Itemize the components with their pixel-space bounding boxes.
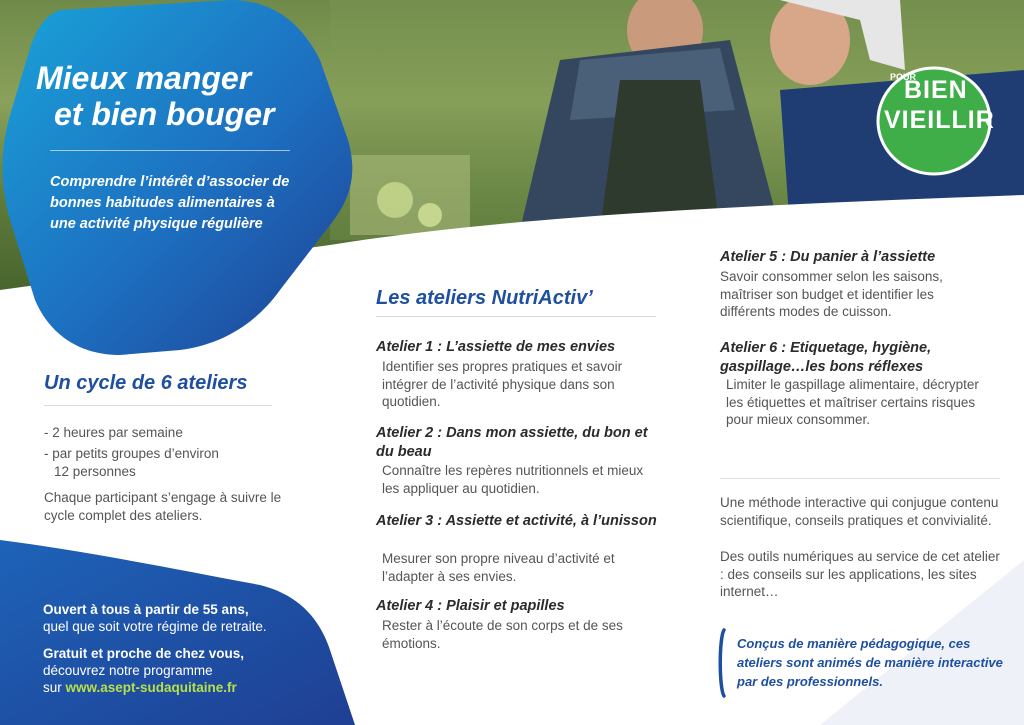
atelier-6-title: Atelier 6 : Etiquetage, hygiène, gaspillage…les bons réflexes: [720, 340, 932, 375]
cycle-item-groups: [44, 445, 294, 481]
cycle-list: [44, 424, 294, 484]
atelier-1-title: Atelier 1 : L’assiette de mes envies: [376, 339, 616, 355]
right-divider: [720, 478, 1000, 479]
pedagogy-quote: Conçus de manière pédagogique, ces ateliers sont animés de manière interactive par des professionnels.: [737, 636, 1003, 689]
brand-subtitle: Comprendre l’intérêt d’associer de bonnes habitudes alimentaires à une activité physique régulière: [50, 174, 290, 232]
cycle-item-hours: - 2 heures par semaine: [44, 425, 183, 440]
badge-pour: POUR: [890, 72, 917, 82]
cycle-item-groups-line2: 12 personnes: [54, 464, 136, 479]
cycle-divider: [44, 405, 272, 406]
brand-title-line1: Mieux manger: [36, 60, 252, 96]
program-info: [43, 645, 313, 696]
badge-vieillir: VIEILLIR: [884, 106, 995, 134]
brand-divider: [50, 150, 290, 151]
cycle-heading: Un cycle de 6 ateliers: [44, 372, 248, 394]
atelier-6-desc: Limiter le gaspillage alimentaire, décrypter les étiquettes et maîtriser certains risques pour mieux consommer.: [726, 377, 979, 427]
methode-text: Une méthode interactive qui conjugue contenu scientifique, conseils pratiques et convivialité.: [720, 495, 999, 528]
atelier-3-desc: Mesurer son propre niveau d’activité et l’adapter à ses envies.: [382, 551, 615, 584]
eligibility-rest: quel que soit votre régime de retraite.: [43, 619, 267, 634]
program-line2: découvrez notre programme: [43, 663, 213, 678]
atelier-2-desc: Connaître les repères nutritionnels et mieux les appliquer au quotidien.: [382, 463, 644, 496]
pour-bien-vieillir-logo: [876, 66, 995, 176]
atelier-5-title: Atelier 5 : Du panier à l’assiette: [720, 249, 936, 265]
eligibility-bold: Ouvert à tous à partir de 55 ans,: [43, 602, 249, 617]
program-bold: Gratuit et proche de chez vous,: [43, 646, 245, 661]
cycle-item-groups-line1: - par petits groupes d’environ: [44, 446, 219, 461]
website-link[interactable]: www.asept-sudaquitaine.fr: [65, 680, 237, 695]
program-sur: sur: [43, 680, 66, 695]
outils-text: Des outils numériques au service de cet atelier : des conseils sur les applications, les sites internet…: [720, 549, 1000, 599]
quote-bracket-icon: [716, 628, 726, 698]
brand-title-line2: et bien bouger: [54, 96, 275, 132]
atelier-2-title: Atelier 2 : Dans mon assiette, du bon et du beau: [376, 425, 648, 460]
cycle-note: Chaque participant s’engage à suivre le cycle complet des ateliers.: [44, 490, 282, 523]
ateliers-divider: [376, 316, 656, 317]
atelier-4-desc: Rester à l’écoute de son corps et de ses émotions.: [382, 618, 623, 651]
ateliers-heading: Les ateliers NutriActiv’: [376, 287, 593, 309]
atelier-5-desc: Savoir consommer selon les saisons, maîtriser son budget et identifier les différents modes de cuisson.: [720, 269, 943, 319]
badge-bien: BIEN: [904, 76, 968, 104]
eligibility-info: [43, 601, 313, 635]
atelier-1-desc: Identifier ses propres pratiques et savoir intégrer de l’activité physique dans son quotidien.: [382, 359, 623, 409]
atelier-3-title: Atelier 3 : Assiette et activité, à l’unisson: [376, 513, 657, 529]
brand-title: [36, 60, 274, 132]
atelier-4-title: Atelier 4 : Plaisir et papilles: [376, 598, 565, 614]
